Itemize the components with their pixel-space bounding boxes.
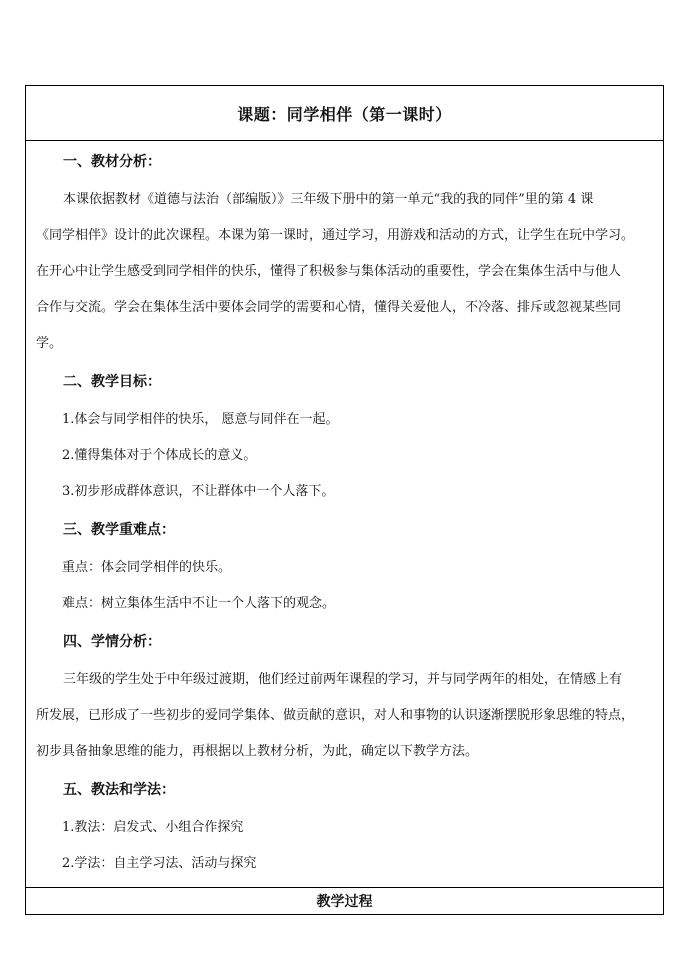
list-item: 重点：体会同学相伴的快乐。: [62, 560, 232, 575]
list-item: 1.体会与同学相伴的快乐， 愿意与同伴在一起。: [62, 412, 339, 427]
list-item: 2.学法：自主学习法、活动与探究: [62, 856, 257, 871]
paragraph-line: 在开心中让学生感受到同学相伴的快乐，懂得了积极参与集体活动的重要性，学会在集体生活中与他人: [36, 264, 622, 279]
section-heading-key-points: 三、教学重难点：: [63, 522, 175, 538]
list-item: 2.懂得集体对于个体成长的意义。: [62, 448, 257, 463]
list-item: 3.初步形成群体意识，不让群体中一个人落下。: [62, 484, 335, 499]
paragraph-line: 所发展，已形成了一些初步的爱同学集体、做贡献的意识，对人和事物的认识逐渐摆脱形象思维的特点，: [36, 708, 635, 723]
lesson-plan-table: [25, 85, 664, 915]
paragraph-line: 本课依据教材《道德与法治（部编版）》三年级下册中的第一单元“我的我的同伴”里的第 4 课: [63, 192, 594, 207]
content-cell: [26, 141, 663, 888]
paragraph-line: 三年级的学生处于中年级过渡期，他们经过前两年课程的学习，并与同学两年的相处，在情感上有: [63, 672, 623, 687]
section-heading-objectives: 二、教学目标：: [63, 374, 161, 390]
section-heading-student-analysis: 四、学情分析：: [63, 634, 161, 650]
teaching-process-header: 教学过程: [316, 894, 373, 910]
lesson-title: 课题：同学相伴（第一课时）: [26, 86, 663, 141]
paragraph-line: 学。: [36, 336, 63, 351]
section-heading-analysis: 一、教材分析：: [63, 154, 161, 170]
section-heading-methods: 五、教法和学法：: [63, 782, 175, 798]
paragraph-line: 合作与交流。学会在集体生活中要体会同学的需要和心情，懂得关爱他人，不冷落、排斥或忽视某些同: [36, 300, 622, 315]
list-item: 难点：树立集体生活中不让一个人落下的观念。: [62, 596, 336, 611]
paragraph-line: 初步具备抽象思维的能力，再根据以上教材分析，为此，确定以下教学方法。: [36, 744, 479, 759]
list-item: 1.教法：启发式、小组合作探究: [62, 820, 244, 835]
paragraph-line: 《同学相伴》设计的此次课程。本课为第一课时，通过学习，用游戏和活动的方式，让学生在玩中学习。: [36, 228, 635, 243]
